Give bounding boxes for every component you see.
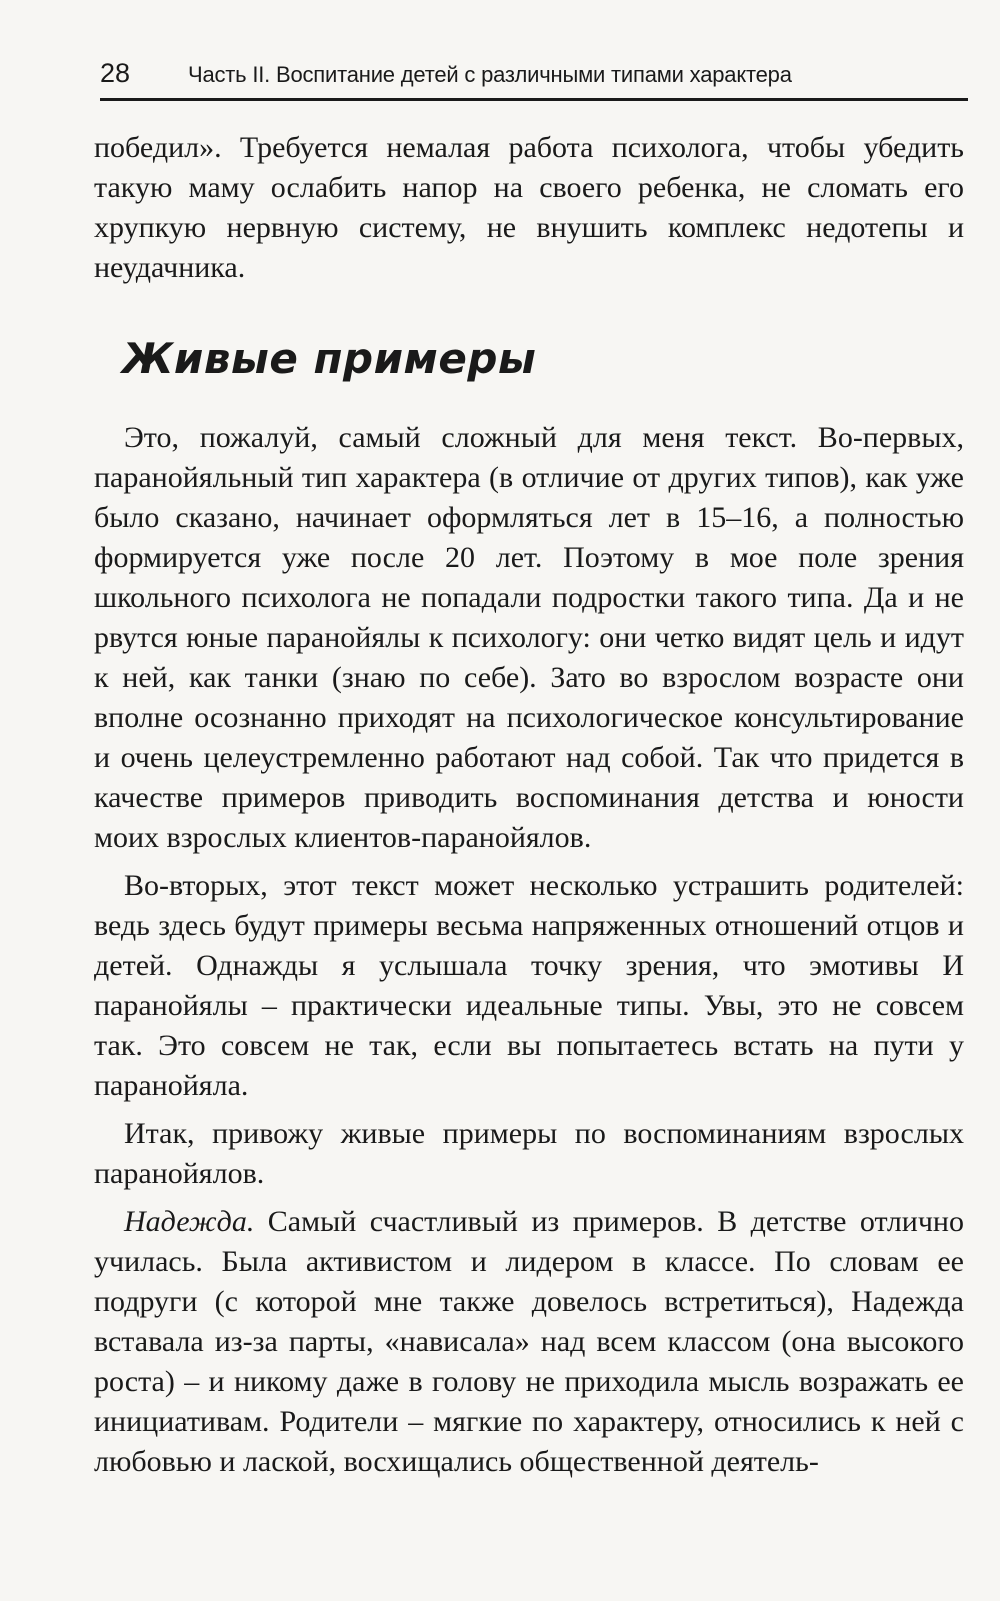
paragraph-3: Итак, привожу живые примеры по воспоминаниям взрослых паранойялов. (94, 1117, 964, 1190)
paragraph-1: Это, пожалуй, самый сложный для меня текст. Во-первых, паранойяльный тип характера (в отличие от других типов), как уже было сказано, начинает оформляться лет в 15–16, а полностью формируется уже после 20 лет. Поэтому в мое поле зрения школьного психолога не попадали подростки такого типа. Да и не рвутся юные паранойялы к психологу: они четко видят цель и идут к ней, как танки (знаю по себе). Зато во взрослом возрасте они вполне осознанно приходят на психологическое консультирование и очень целеустремленно работают над собой. Так что придется в качестве примеров приводить воспоминания детства и юности моих взрослых клиентов-паранойялов. (94, 421, 964, 854)
section-heading: Живые примеры (122, 334, 537, 383)
running-title: Часть II. Воспитание детей с различными типами характера (188, 62, 792, 87)
paragraph-2: Во-вторых, этот текст может несколько устрашить родителей: ведь здесь будут примеры весьма напряженных отношений отцов и детей. Однажды я услышала точку зрения, что эмотивы И паранойялы – практически идеальные типы. Увы, это не совсем так. Это совсем не так, если вы попытаетесь встать на пути у паранойяла. (94, 869, 964, 1102)
page-header (100, 56, 968, 101)
page-number: 28 (100, 58, 131, 88)
paragraph-4-text: Самый счастливый из примеров. В детстве отлично училась. Была активистом и лидером в классе. По словам ее подруги (с которой мне также довелось встретиться), Надежда вставала из-за парты, «нависала» над всем классом (она высокого роста) – и никому даже в голову не приходила мысль возражать ее инициативам. Родители – мягкие по характеру, относились к ней с любовью и лаской, восхищались общественной деятель- (94, 1205, 964, 1478)
example-name: Надежда. (124, 1205, 255, 1238)
paragraph-4 (94, 1202, 964, 1482)
intro-paragraph: победил». Требуется немалая работа психолога, чтобы убедить такую маму ослабить напор на своего ребенка, не сломать его хрупкую нервную систему, не внушить комплекс недотепы и неудачника. (94, 131, 964, 284)
page-content (94, 128, 964, 1482)
